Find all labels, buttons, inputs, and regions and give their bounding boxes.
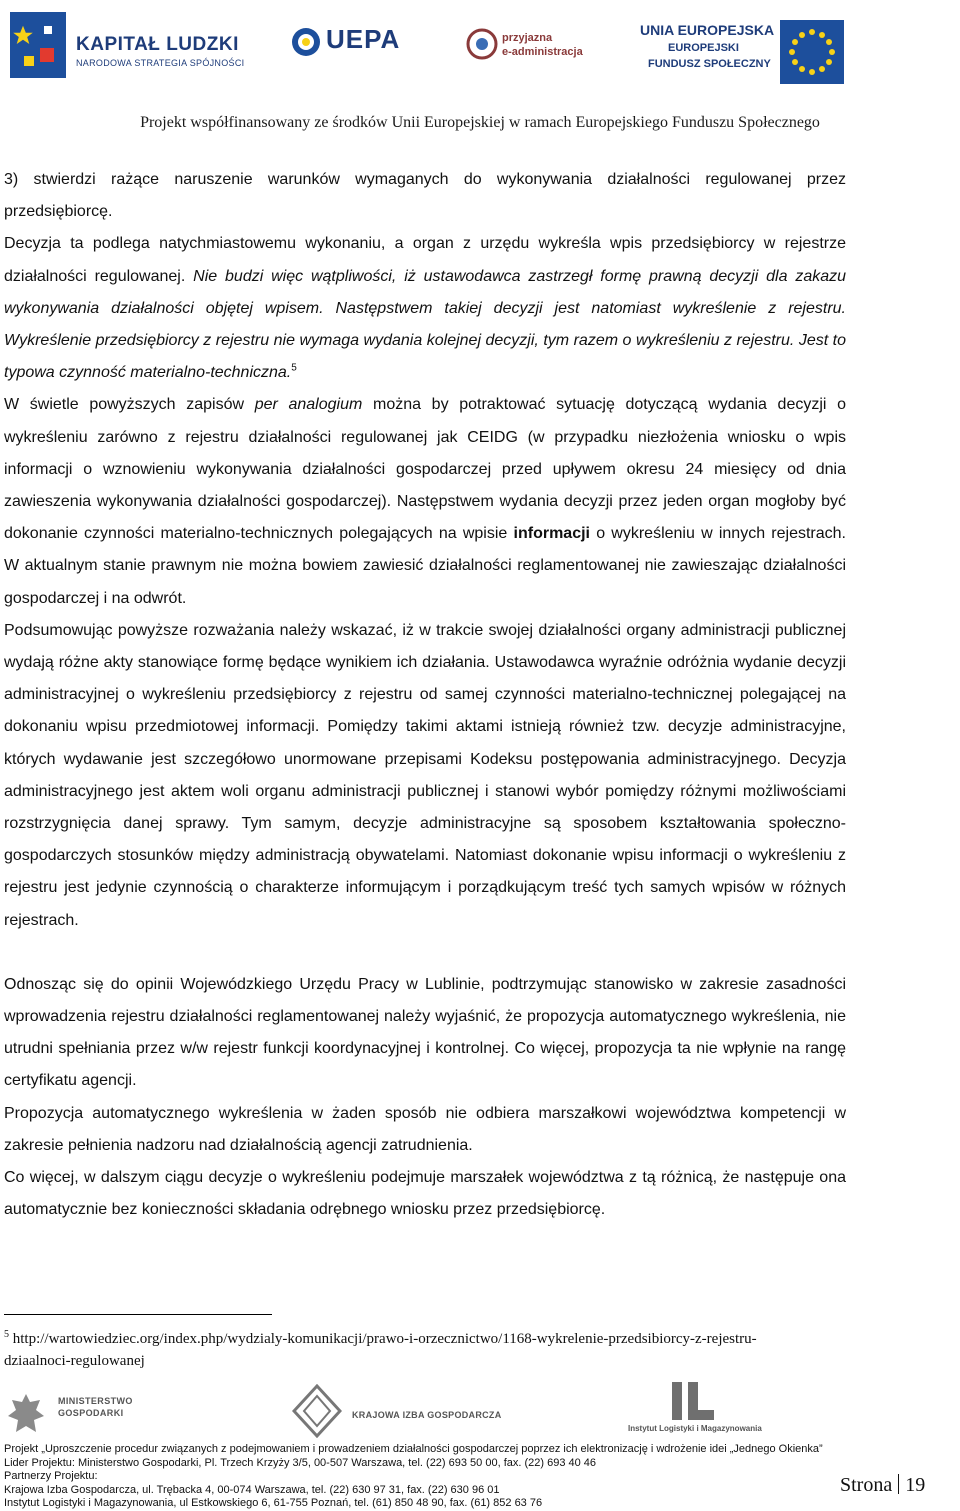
page-separator <box>898 1474 899 1494</box>
paragraph-1: 3) stwierdzi rażące naruszenie warunków wymaganych do wykonywania działalności regulowanej przez przedsiębiorcę. <box>4 171 846 221</box>
paragraph-3-text-e: o wykreśleniu w innych rejestrach. W aktualnym stanie prawnym nie można bowiem zawiesić działalności reglamentowanej nie zawieszając działalności gospodarczej i na odwrót. <box>4 525 846 607</box>
ue-line1: UNIA EUROPEJSKA <box>640 22 775 38</box>
kig-emblem-icon <box>292 1384 342 1438</box>
footnote-number: 5 <box>4 1329 9 1340</box>
kig-title: KRAJOWA IZBA GOSPODARCZA <box>352 1410 502 1420</box>
ue-line3: FUNDUSZ SPOŁECZNY <box>648 58 771 70</box>
footer-line-4: Krajowa Izba Gospodarcza, ul. Trębacka 4, 00-074 Warszawa, tel. (22) 630 97 31, fax. (22) 630 96 01 <box>4 1483 500 1496</box>
paragraph-2-italic-text: Nie budzi więc wątpliwości, iż ustawodawca zastrzegł formę prawną decyzji dla zakazu wykonywania działalności objętej wpisem. Następstwem takiej decyzji jest natomiast wykreślenie z rejestru. Wykreślenie przedsiębiorcy z rejestru nie wymaga wydania kolejnej decyzji, tym razem o wykreśleniu z rejestru. Jest to typowa czynność materialno-techniczna. <box>4 267 847 382</box>
krajowa-izba-gospodarcza-logo <box>292 1384 502 1440</box>
footer-line-2: Lider Projektu: Ministerstwo Gospodarki, Pl. Trzech Krzyży 3/5, 00-507 Warszawa, tel. (22) 693 50 00, fax. (22) 693 40 46 <box>4 1456 597 1469</box>
project-funding-line: Projekt współfinansowany ze środków Unii Europejskiej w ramach Europejskiego Funduszu Społecznego <box>140 114 820 131</box>
footnote <box>4 1324 784 1372</box>
unia-europejska-logo <box>640 18 840 88</box>
page-label: Strona <box>840 1474 893 1496</box>
document-body <box>4 164 846 1227</box>
header-logo-bar <box>0 0 960 110</box>
page-number <box>840 1474 925 1497</box>
footnote-ref-5[interactable]: 5 <box>291 362 297 374</box>
paragraph-3 <box>4 389 846 614</box>
footer-text <box>4 1443 834 1511</box>
paragraph-3-bold-word: informacji <box>513 525 590 543</box>
instytut-logistyki-logo <box>624 1380 774 1442</box>
e-administracja-emblem-icon <box>466 26 498 66</box>
pea-line1: przyjazna <box>502 32 553 44</box>
kapital-ludzki-title: KAPITAŁ LUDZKI <box>76 34 239 55</box>
eu-flag-icon <box>780 20 844 84</box>
ilm-title: Instytut Logistyki i Magazynowania <box>628 1424 762 1433</box>
ue-line2: EUROPEJSKI <box>668 42 739 54</box>
footer-logo-bar <box>0 1380 960 1442</box>
paragraph-6: Propozycja automatycznego wykreślenia w żaden sposób nie odbiera marszałkowi województwa kompetencji w zakresie pełnienia nadzoru nad działalnością agencji zatrudnienia. <box>4 1104 846 1154</box>
uepa-emblem-icon <box>290 26 322 66</box>
kapital-ludzki-logo <box>10 12 245 82</box>
ministerstwo-gospodarki-logo <box>2 1386 142 1442</box>
mg-line1: MINISTERSTWO <box>58 1396 133 1406</box>
paragraph-2-text-a: Decyzja ta podlega natychmiastowemu wykonaniu, a organ z urzędu wykreśla wpis przedsiębiorcy w rejestrze działalności regulowanej. <box>4 235 846 285</box>
footer-line-5: Instytut Logistyki i Magazynowania, ul Estkowskiego 6, 61-755 Poznań, tel. (61) 850 48 90, fax. (61) 852 63 76 <box>4 1497 543 1510</box>
footer-line-3: Partnerzy Projektu: <box>4 1470 98 1483</box>
paragraph-2 <box>4 228 846 389</box>
polish-eagle-icon <box>4 1390 48 1440</box>
paragraph-7: Co więcej, w dalszym ciągu decyzje o wykreśleniu podejmuje marszałek województwa z tą różnicą, że następuje ona automatycznie bez konieczności składania odrębnego wniosku przez przedsiębiorcę. <box>4 1169 846 1219</box>
ilm-emblem-icon <box>668 1380 718 1422</box>
przyjazna-e-administracja-logo <box>466 22 596 82</box>
kapital-ludzki-emblem-icon <box>10 12 66 78</box>
paragraph-3-italic-phrase: per analogium <box>254 396 363 414</box>
footnote-divider <box>4 1314 272 1315</box>
mg-line2: GOSPODARKI <box>58 1408 124 1418</box>
pea-line2: e-administracja <box>502 46 583 58</box>
uepa-logo <box>290 22 410 82</box>
uepa-title: UEPA <box>326 24 401 54</box>
paragraph-4: Podsumowując powyższe rozważania należy wskazać, iż w trakcie swojej działalności organy administracji publicznej wydają różne akty stanowiące formę będące wynikiem ich działania. Ustawodawca wyraźnie odróżnia wydanie decyzji administracyjnej o wykreśleniu przedsiębiorcy z rejestru od samej czynności materialno-technicznej polegającej na dokonaniu wpisu przedmiotowej informacji. Pomiędzy takimi aktami istnieją również tzw. decyzje administracyjne, których wydawanie jest szczegółowo unormowane przepisami Kodeksu postępowania administracyjnego. Decyzja administracyjnego jest aktem woli organu administracji publicznej i stanowi wybór pomiędzy różnymi możliwościami rozstrzygnięcia danej sprawy. Tym samym, decyzje administracyjne są sposobem kształtowania społeczno-gospodarczych stosunków między administracją obywatelami. Natomiast dokonanie wpisu informacji o wykreśleniu z rejestru jest jedynie czynnością o charakterze informującym i porządkującym treść tych samych wpisów w różnych rejestrach. <box>4 621 846 929</box>
kapital-ludzki-subtitle: NARODOWA STRATEGIA SPÓJNOŚCI <box>76 58 245 68</box>
page-number-value: 19 <box>905 1474 926 1496</box>
paragraph-5: Odnosząc się do opinii Wojewódzkiego Urzędu Pracy w Lublinie, podtrzymując stanowisko w zakresie zasadności wprowadzenia rejestru działalności reglamentowanej należy wyjaśnić, że propozycja automatycznego wykreślenia, nie utrudni spełniania przez w/w rejestr funkcji koordynacyjnej i kontrolnej. Co więcej, propozycja ta nie wpłynie na rangę certyfikatu agencji. <box>4 975 846 1090</box>
footer-line-1: Projekt „Uproszczenie procedur związanych z podejmowaniem i prowadzeniem działalności gospodarczej poprzez ich elektronizację i wdrożenie idei „Jednego Okienka” <box>4 1443 823 1455</box>
paragraph-3-text-a: W świetle powyższych zapisów <box>4 396 255 414</box>
footnote-link[interactable]: http://wartowiedziec.org/index.php/wydzialy-komunikacji/prawo-i-orzecznictwo/1168-wykrelenie-przedsibiorcy-z-rejestru-dziaalnoci-regulowanej <box>4 1331 757 1369</box>
paragraph-3-text-c: można by potraktować sytuację dotyczącą wydania decyzji o wykreśleniu zarówno z rejestru działalności regulowanej jak CEIDG (w przypadku niezłożenia wniosku o wpis informacji o wznowieniu wykonywania działalności gospodarczej przed upływem okresu 24 miesięcy od dnia zawieszenia wykonywania działalności gospodarczej). Następstwem wydania decyzji przez jeden organ mogłoby być dokonanie czynności materialno-technicznych polegających na wpisie <box>4 396 847 543</box>
